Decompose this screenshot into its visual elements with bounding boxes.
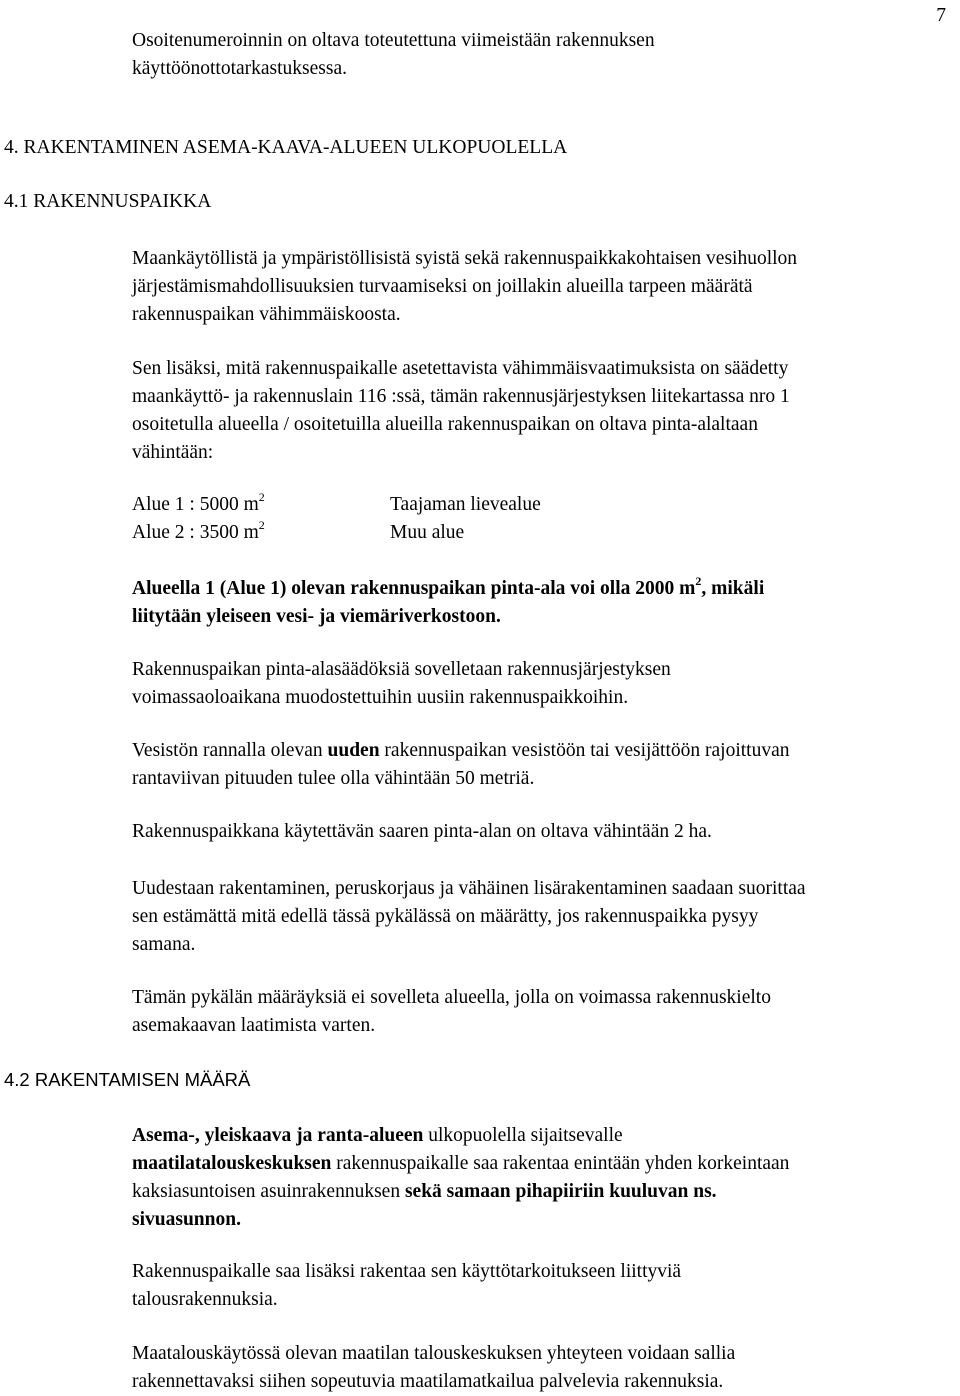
section-4-2-paragraph-1: Asema-, yleiskaava ja ranta-alueen ulkopuolella sijaitsevalle maatilatalouskeskuksen rakennuspaikalle saa rakentaa enintään yhden korkeintaan kaksiasuntoisen asuinrakennuksen sekä samaan pihapiiriin kuuluvan ns. sivuasunnon. [132, 1125, 790, 1230]
paragraph-4: Vesistön rannalla olevan uuden rakennuspaikan vesistöön tai vesijättöön rajoittuvan rantaviivan pituuden tulee olla vähintään 50 metriä. [132, 740, 790, 789]
paragraph-5: Rakennuspaikkana käytettävän saaren pinta-alan on oltava vähintään 2 ha. [132, 821, 712, 842]
section-4-heading: 4. RAKENTAMINEN ASEMA-KAAVA-ALUEEN ULKOPUOLELLA [4, 137, 568, 158]
area-label: Alue 2 : 3500 $m^2$ [132, 517, 265, 543]
page-number: 7 [936, 5, 946, 26]
intro-line: Osoitenumeroinnin on oltava toteutettuna viimeistään rakennuksen [132, 30, 655, 51]
section-4-2-paragraph-3: Maatalouskäytössä olevan maatilan talouskeskuksen yhteyteen voidaan sallia rakennettavaksi siihen sopeutuvia maatilamatkailua palvelevia rakennuksia. [132, 1343, 736, 1392]
section-4-2-paragraph-2: Rakennuspaikalle saa lisäksi rakentaa sen käyttötarkoitukseen liittyviä talousrakennuksia. [132, 1261, 682, 1310]
bold-note-paragraph: Alueella 1 (Alue 1) olevan rakennuspaikan pinta-ala voi olla 2000 $m^2$, mikäli liitytään yleiseen vesi- ja viemäriverkostoon. [132, 573, 765, 627]
area-description: Muu alue [390, 522, 465, 543]
paragraph-2: Sen lisäksi, mitä rakennuspaikalle asetettavista vähimmäisvaatimuksista on säädetty maankäyttö- ja rakennuslain 116 :ssä, tämän rakennusjärjestyksen liitekartassa nro 1 osoitetulla alueella / osoitetuilla alueilla rakennuspaikan on oltava pinta-alaltaan vähintään: [132, 358, 790, 463]
intro-paragraph [132, 27, 944, 83]
area-description: Taajaman lievealue [390, 494, 541, 515]
paragraph-7: Tämän pykälän määräyksiä ei sovelleta alueella, jolla on voimassa rakennuskielto asemakaavan laatimista varten. [132, 987, 771, 1036]
paragraph-6: Uudestaan rakentaminen, peruskorjaus ja vähäinen lisärakentaminen saadaan suorittaa sen estämättä mitä edellä tässä pykälässä on määrätty, jos rakennuspaikka pysyy samana. [132, 878, 806, 955]
paragraph-1: Maankäytöllistä ja ympäristöllisistä syistä sekä rakennuspaikkakohtaisen vesihuollon järjestämismahdollisuuksien turvaamiseksi on joillakin alueilla tarpeen määrätä rakennuspaikan vähimmäiskoosta. [132, 248, 798, 325]
intro-line: käyttöönottotarkastuksessa. [132, 58, 348, 79]
area-label: Alue 1 : 5000 $m^2$ [132, 489, 265, 515]
section-4-1-heading: 4.1 RAKENNUSPAIKKA [4, 191, 212, 212]
section-4-2-heading: 4.2 RAKENTAMISEN MÄÄRÄ [4, 1069, 251, 1090]
paragraph-3: Rakennuspaikan pinta-alasäädöksiä sovelletaan rakennusjärjestyksen voimassaoloaikana muodostettuihin uusiin rakennuspaikkoihin. [132, 659, 671, 708]
